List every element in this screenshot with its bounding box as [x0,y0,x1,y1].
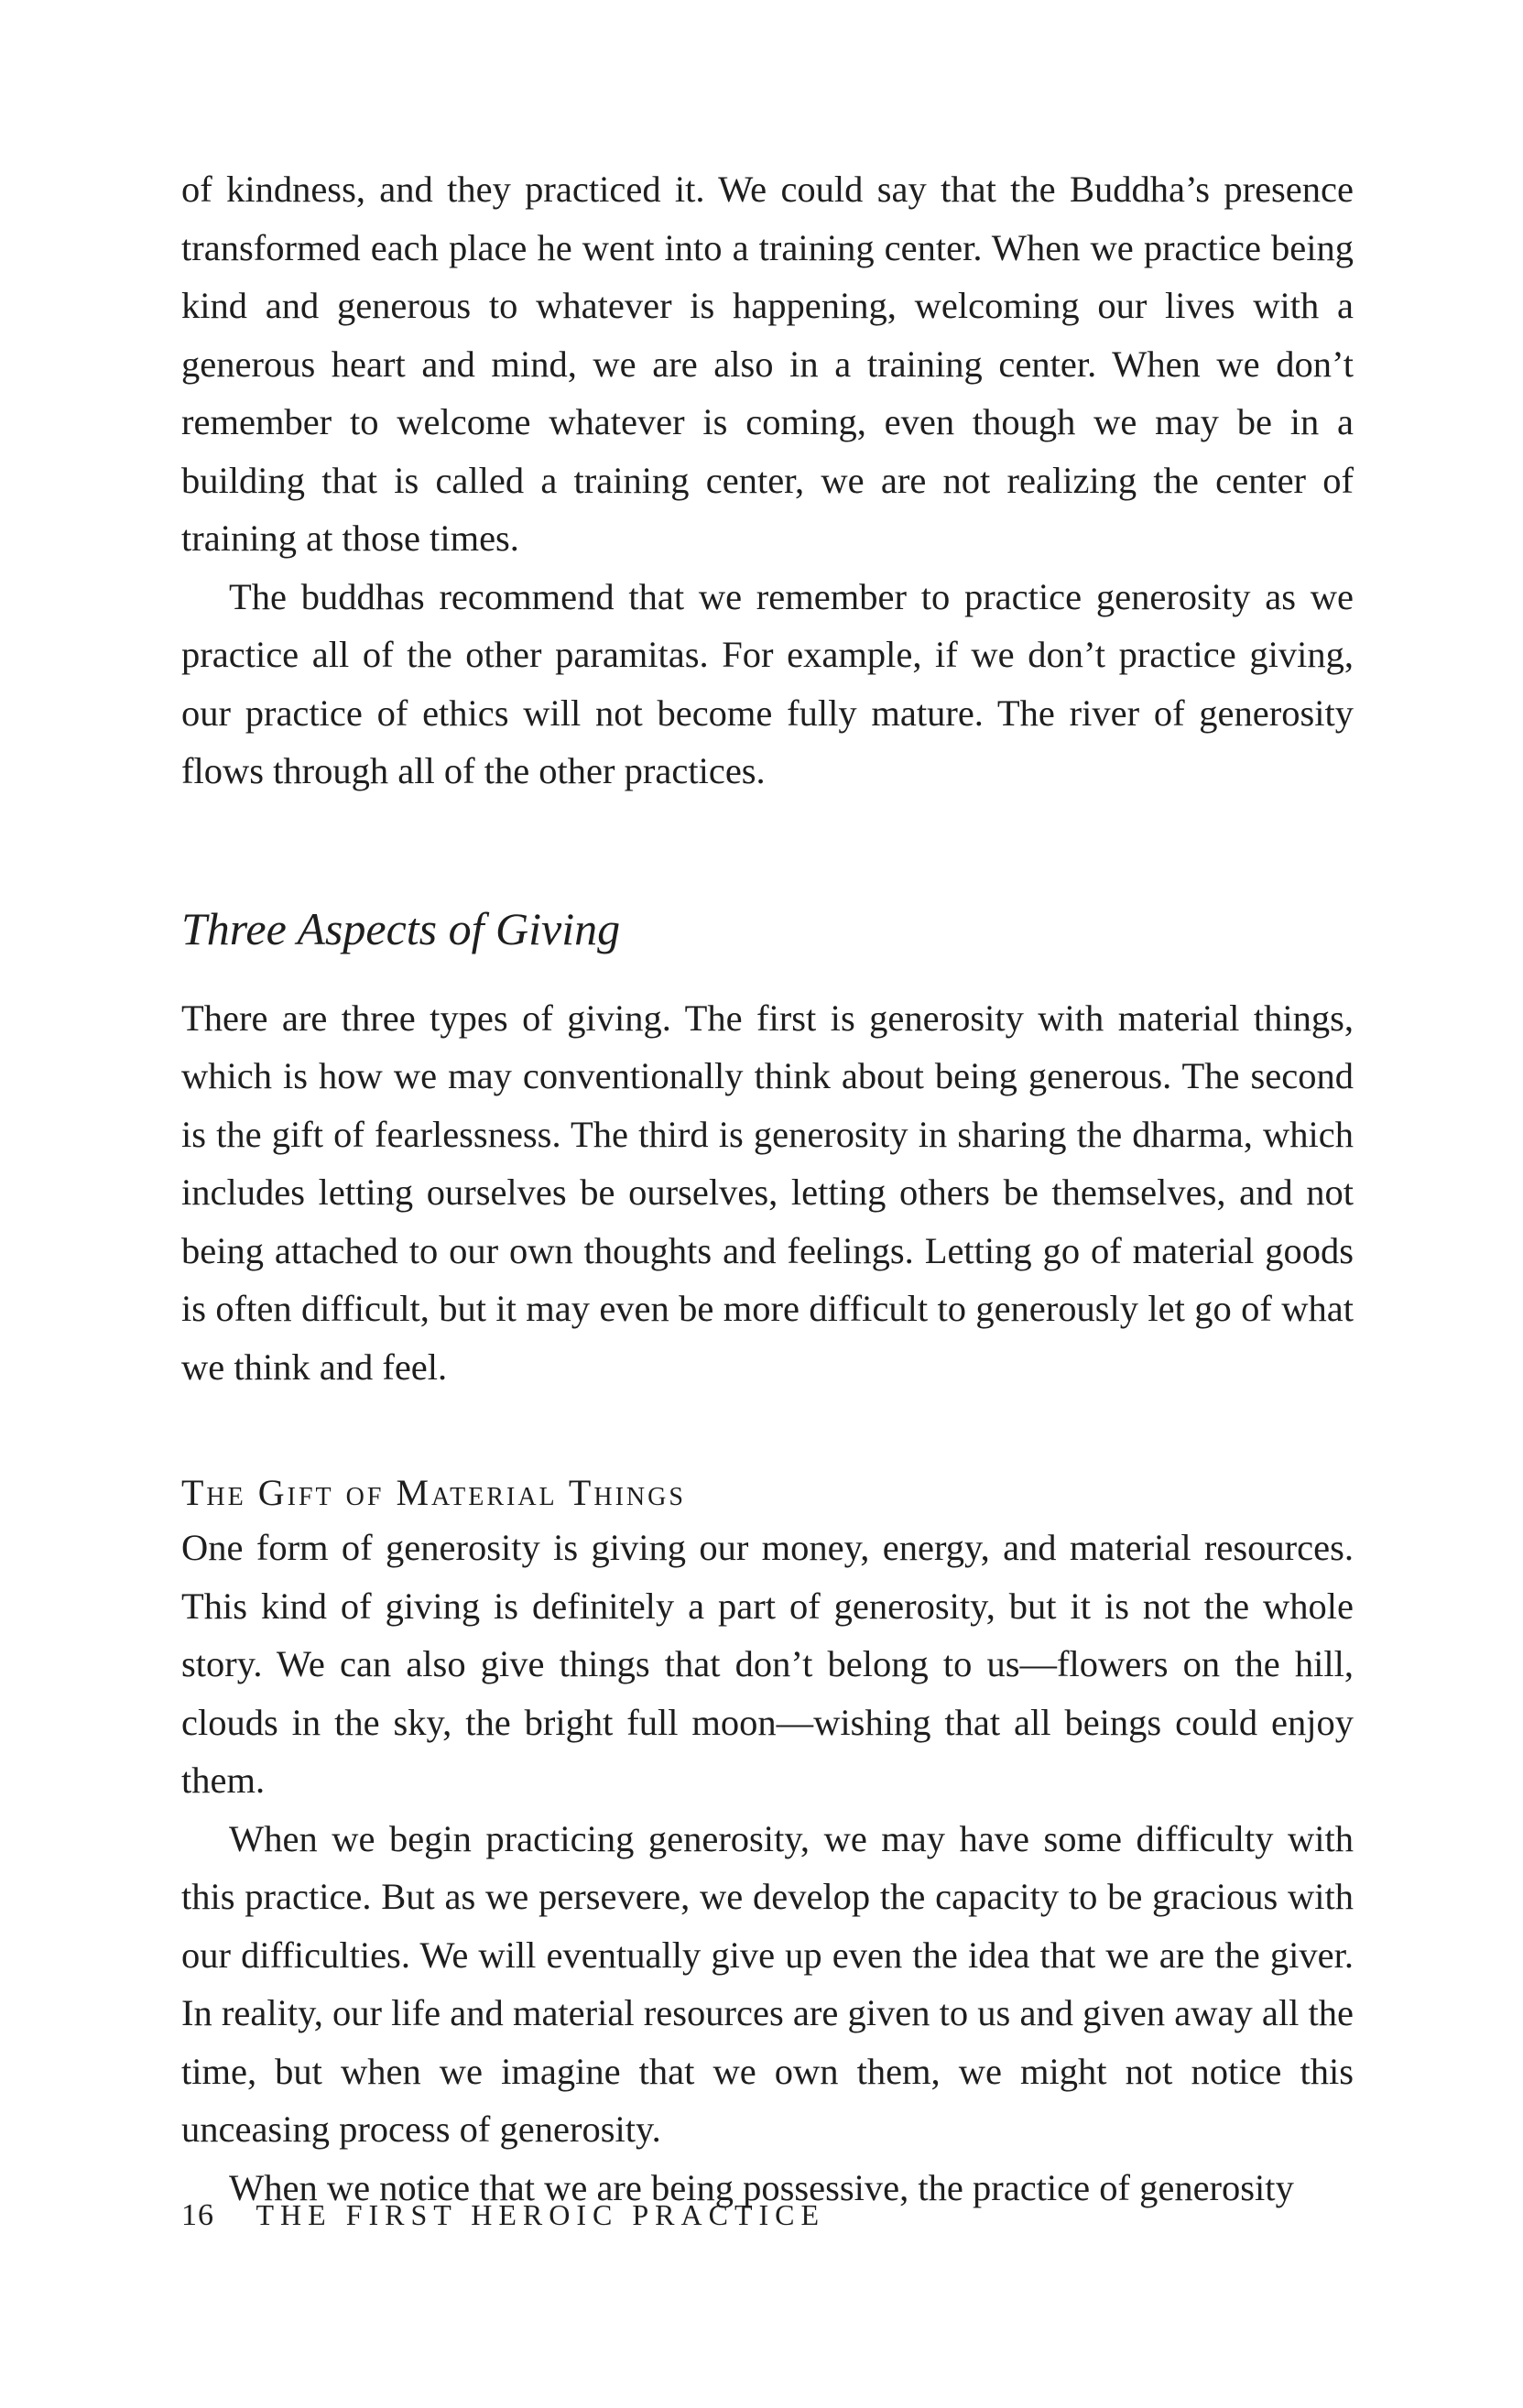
page-footer [181,2195,825,2236]
section-paragraph: There are three types of giving. The first is generosity with material things, which is how we may conventionally think about being generous. The second is the gift of fearlessness. The third is generosity in sharing the dharma, which includes letting ourselves be ourselves, letting others be themselves, and not being attached to our own thoughts and feelings. Letting go of material goods is often difficult, but it may even be more difficult to generously let go of what we think and feel. [181,997,1354,1388]
body-paragraph-2: The buddhas recommend that we remember to practice generosity as we practice all of the other paramitas. For example, if we don’t practice giving, our practice of ethics will not become fully mature. The river of generosity flows through all of the other practices. [181,575,1354,791]
page-number: 16 [181,2198,214,2232]
subsection-paragraph-1: One form of generosity is giving our money, energy, and material resources. This kind of giving is definitely a part of generosity, but it is not the whole story. We can also give things that don’t belong to us—flowers on the hill, clouds in the sky, the bright full moon—wishing that all beings could enjoy them. [181,1527,1354,1801]
subsection-paragraph-2: When we begin practicing generosity, we may have some difficulty with this practice. But as we persevere, we develop the capacity to be gracious with our difficulties. We will eventually give up even the idea that we are the giver. In reality, our life and material resources are given to us and given away all the time, but when we imagine that we own them, we might not notice this unceasing process of generosity. [181,1817,1354,2150]
body-paragraph-1: of kindness, and they practiced it. We could say that the Buddha’s presence transformed each place he went into a training center. When we practice being kind and generous to whatever is happening, welcoming our lives with a generous heart and mind, we are also in a training center. When we don’t remember to welcome whatever is coming, even though we may be in a building that is called a training center, we are not realizing the center of training at those times. [181,169,1354,559]
subsection-heading: The Gift of Material Things [181,1472,686,1513]
page-body [181,160,1354,2217]
section-spacer [181,962,1354,989]
subsection-paragraph-3: When we notice that we are being possessive, the practice of generosity [229,2166,1294,2208]
running-head: THE FIRST HEROIC PRACTICE [256,2198,826,2231]
section-heading: Three Aspects of Giving [181,902,621,954]
